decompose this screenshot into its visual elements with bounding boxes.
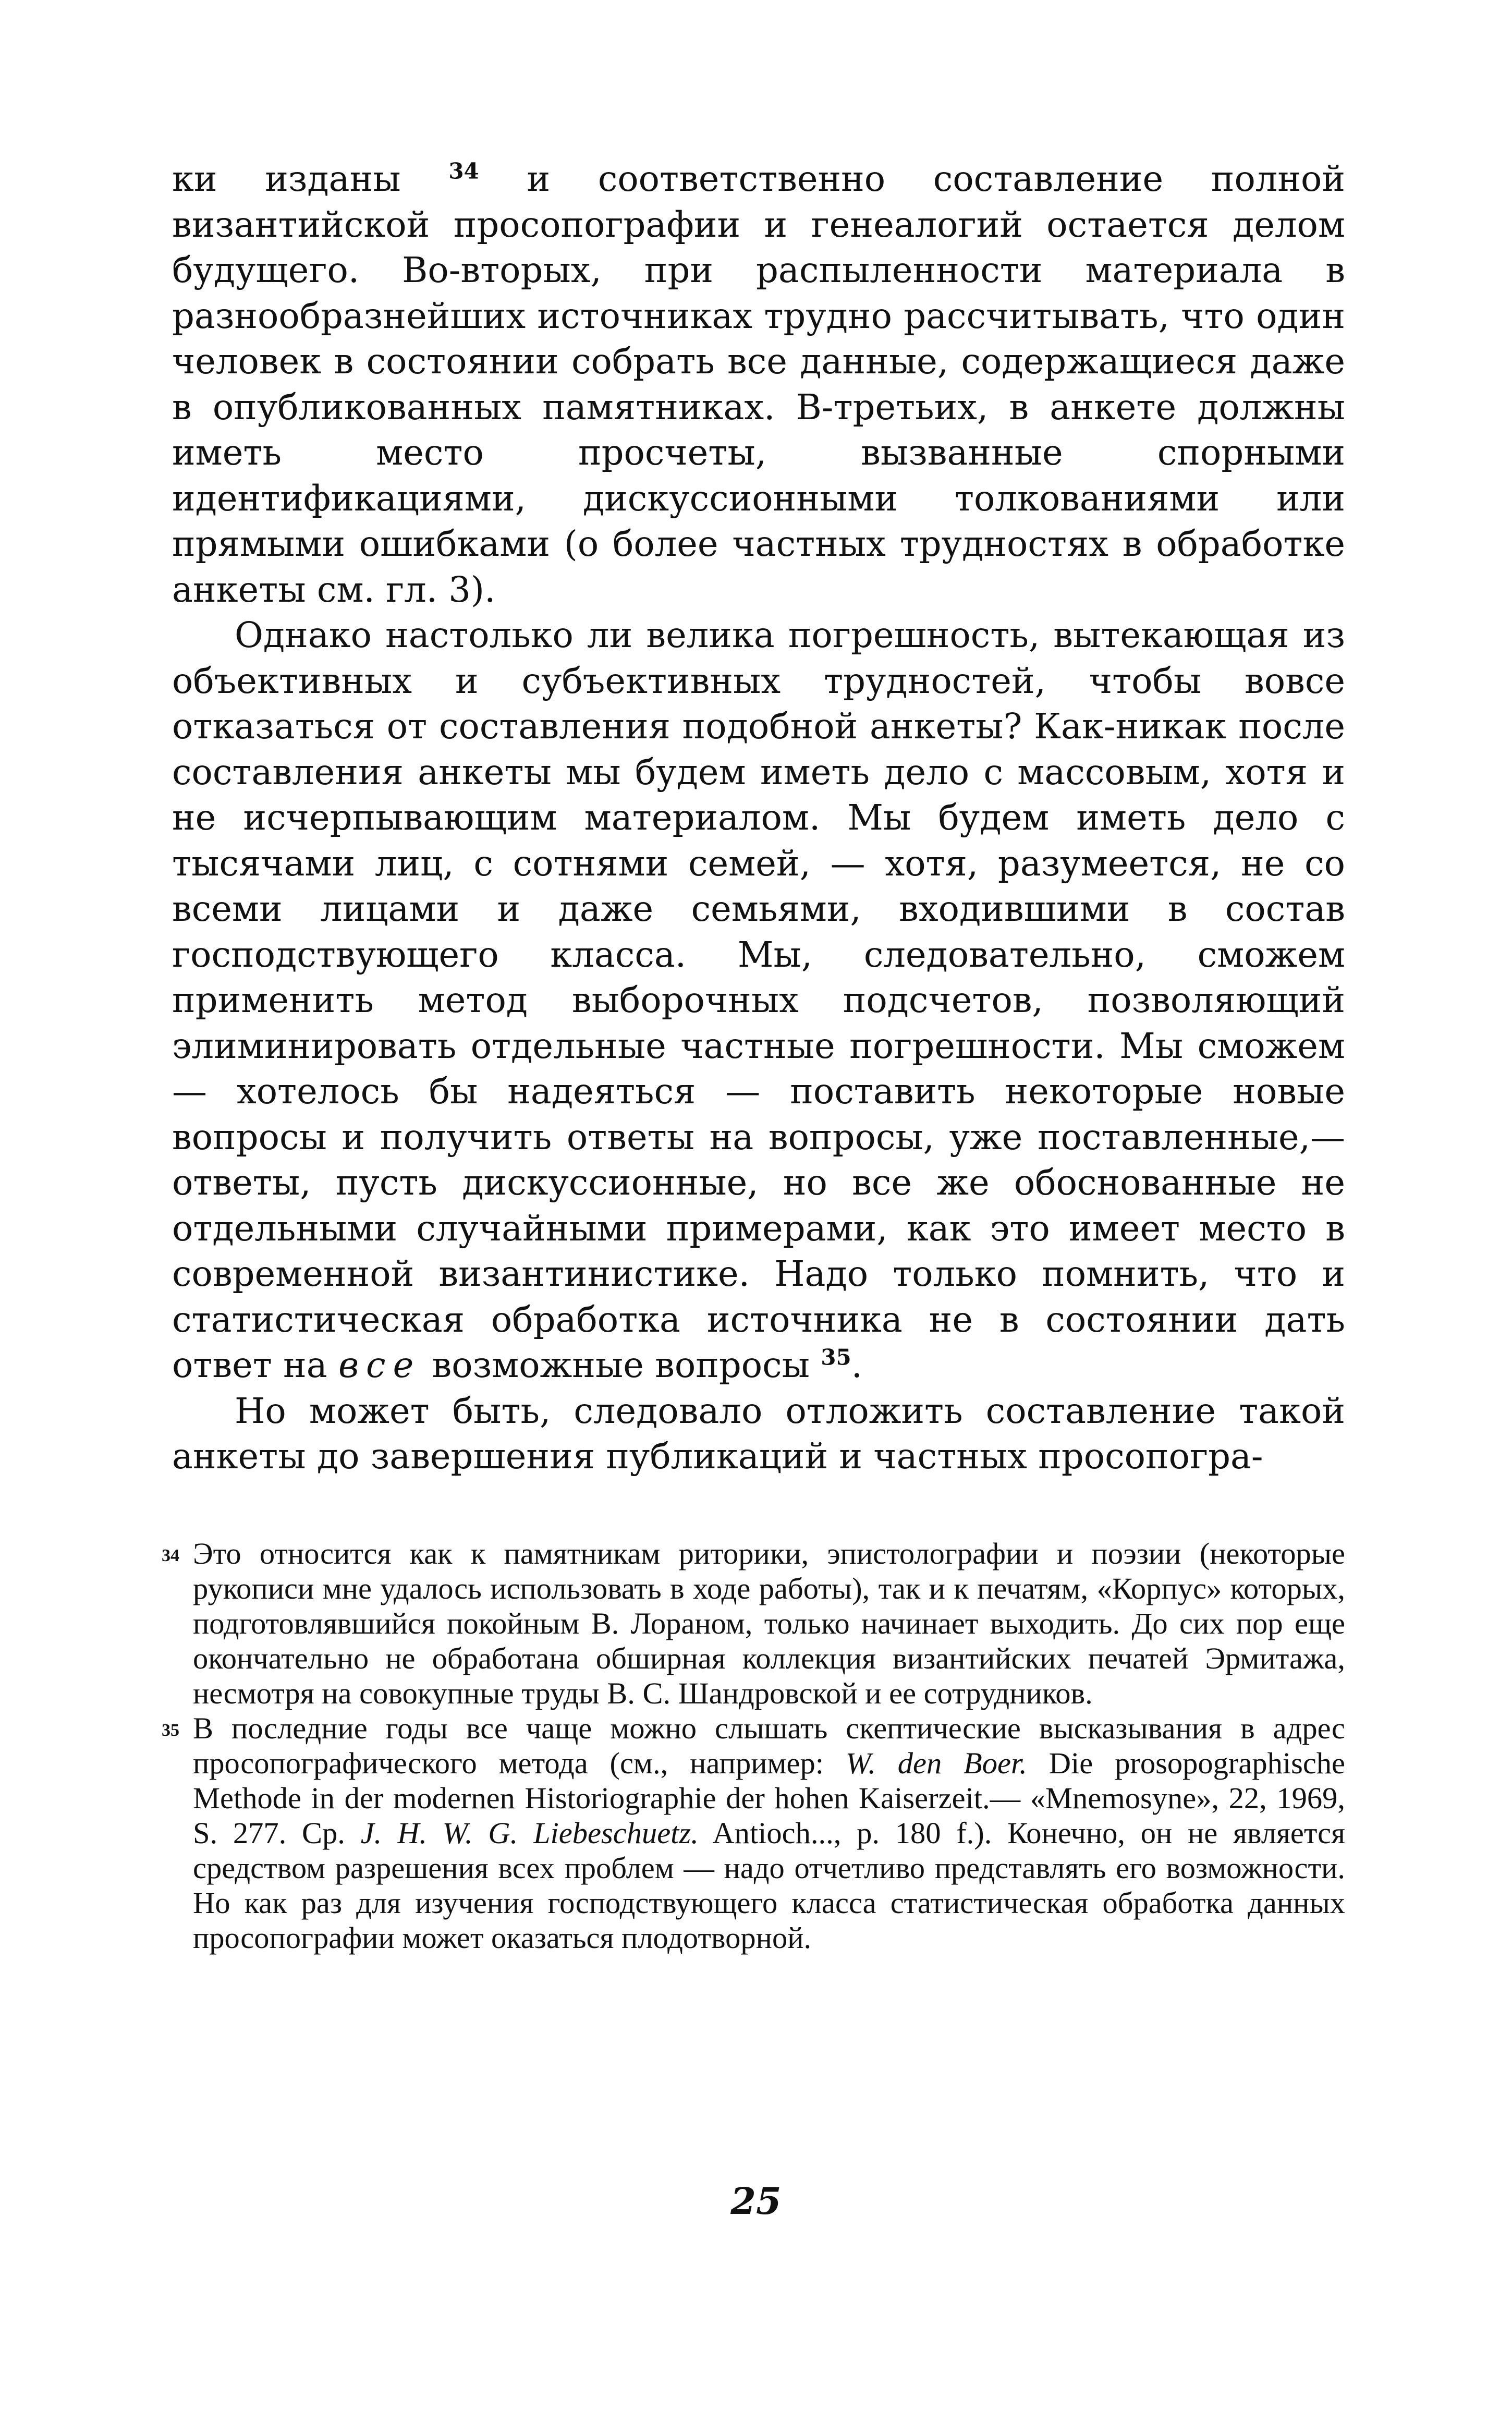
paragraph-1-start: ки изданы <box>172 159 401 199</box>
footnote-mark-35: 35 <box>162 1720 179 1740</box>
page-content <box>162 156 1346 1955</box>
paragraph-2-period: . <box>851 1345 863 1385</box>
footnote-35-text-1: В последние годы все чаще можно слышать скептические высказывания в адрес просопографического метода (см., например: <box>193 1711 1345 1780</box>
emphasized-word: все <box>338 1345 421 1385</box>
paragraph-1-text: и соответственно составление полной византийской просопографии и генеалогий остается делом будущего. Во-вторых, при распыленности материала в разнообразнейших источниках трудно рассчитывать, что один человек в состоянии собрать все данные, содержащиеся даже в опубликованных памятниках. В-третьих, в анкете должны иметь место просчеты, вызванные спорными идентификациями, дискуссионными толкованиями или прямыми ошибками (о более частных трудностях в обработке анкеты см. гл. 3). <box>172 159 1345 610</box>
footnote-ref-34: 34 <box>448 158 479 184</box>
footnote-35-author-2: J. H. W. G. Liebeschuetz. <box>360 1816 699 1850</box>
paragraph-2 <box>172 613 1345 1389</box>
paragraph-3: Но может быть, следовало отложить составление такой анкеты до завершения публикаций и частных просопогра- <box>172 1390 1345 1477</box>
footnote-ref-35: 35 <box>821 1344 851 1370</box>
footnote-35-text-2: Die prosopographische Methode in der modernen Historiographie der hohen Kaiserzeit.— «Mnemosyne», 22, 1969, S. 277. Ср. <box>193 1746 1346 1850</box>
footnote-35-author-1: W. den Boer. <box>845 1746 1027 1780</box>
paragraph-2-end: возможные вопросы <box>432 1345 810 1385</box>
footnote-35 <box>162 1711 1346 1955</box>
page-number: 25 <box>730 2179 782 2223</box>
paragraph-2-text: Однако настолько ли велика погрешность, вытекающая из объективных и субъективных трудностей, чтобы вовсе отказаться от составления подобной анкеты? Как-никак после составления анкеты мы будем иметь дело с массовым, хотя и не исчерпывающим материалом. Мы будем иметь дело с тысячами лиц, с сотнями семей, — хотя, разумеется, не со всеми лицами и даже семьями, входившими в состав господствующего класса. Мы, следовательно, сможем применить метод выборочных подсчетов, позволяющий элиминировать отдельные частные погрешности. Мы сможем — хотелось бы надеяться — поставить некоторые новые вопросы и получить ответы на вопросы, уже поставленные,— ответы, пусть дискуссионные, но все же обоснованные не отдельными случайными примерами, как это имеет место в современной византинистике. Надо только помнить, что и статистическая обработка источника не в состоянии дать ответ на <box>172 615 1345 1385</box>
footnotes <box>162 1536 1346 1955</box>
paragraph-1 <box>172 156 1345 613</box>
footnote-34 <box>162 1536 1345 1711</box>
main-text <box>172 156 1345 1480</box>
footnote-35-text-3: Antioch..., p. 180 f.). Конечно, он не является средством разрешения всех проблем — надо отчетливо представлять его возможности. Но как раз для изучения господствующего класса статистическая обработка данных просопографии может оказаться плодотворной. <box>193 1816 1345 1955</box>
footnote-34-text: Это относится как к памятникам риторики, эпистолографии и поэзии (некоторые рукописи мне удалось использовать в ходе работы), так и к печатям, «Корпус» которых, подготовлявшийся покойным В. Лораном, только начинает выходить. До сих пор еще окончательно не обработана обширная коллекция византийских печатей Эрмитажа, несмотря на совокупные труды В. С. Шандровской и ее сотрудников. <box>193 1536 1345 1710</box>
footnote-mark-34: 34 <box>162 1545 179 1565</box>
